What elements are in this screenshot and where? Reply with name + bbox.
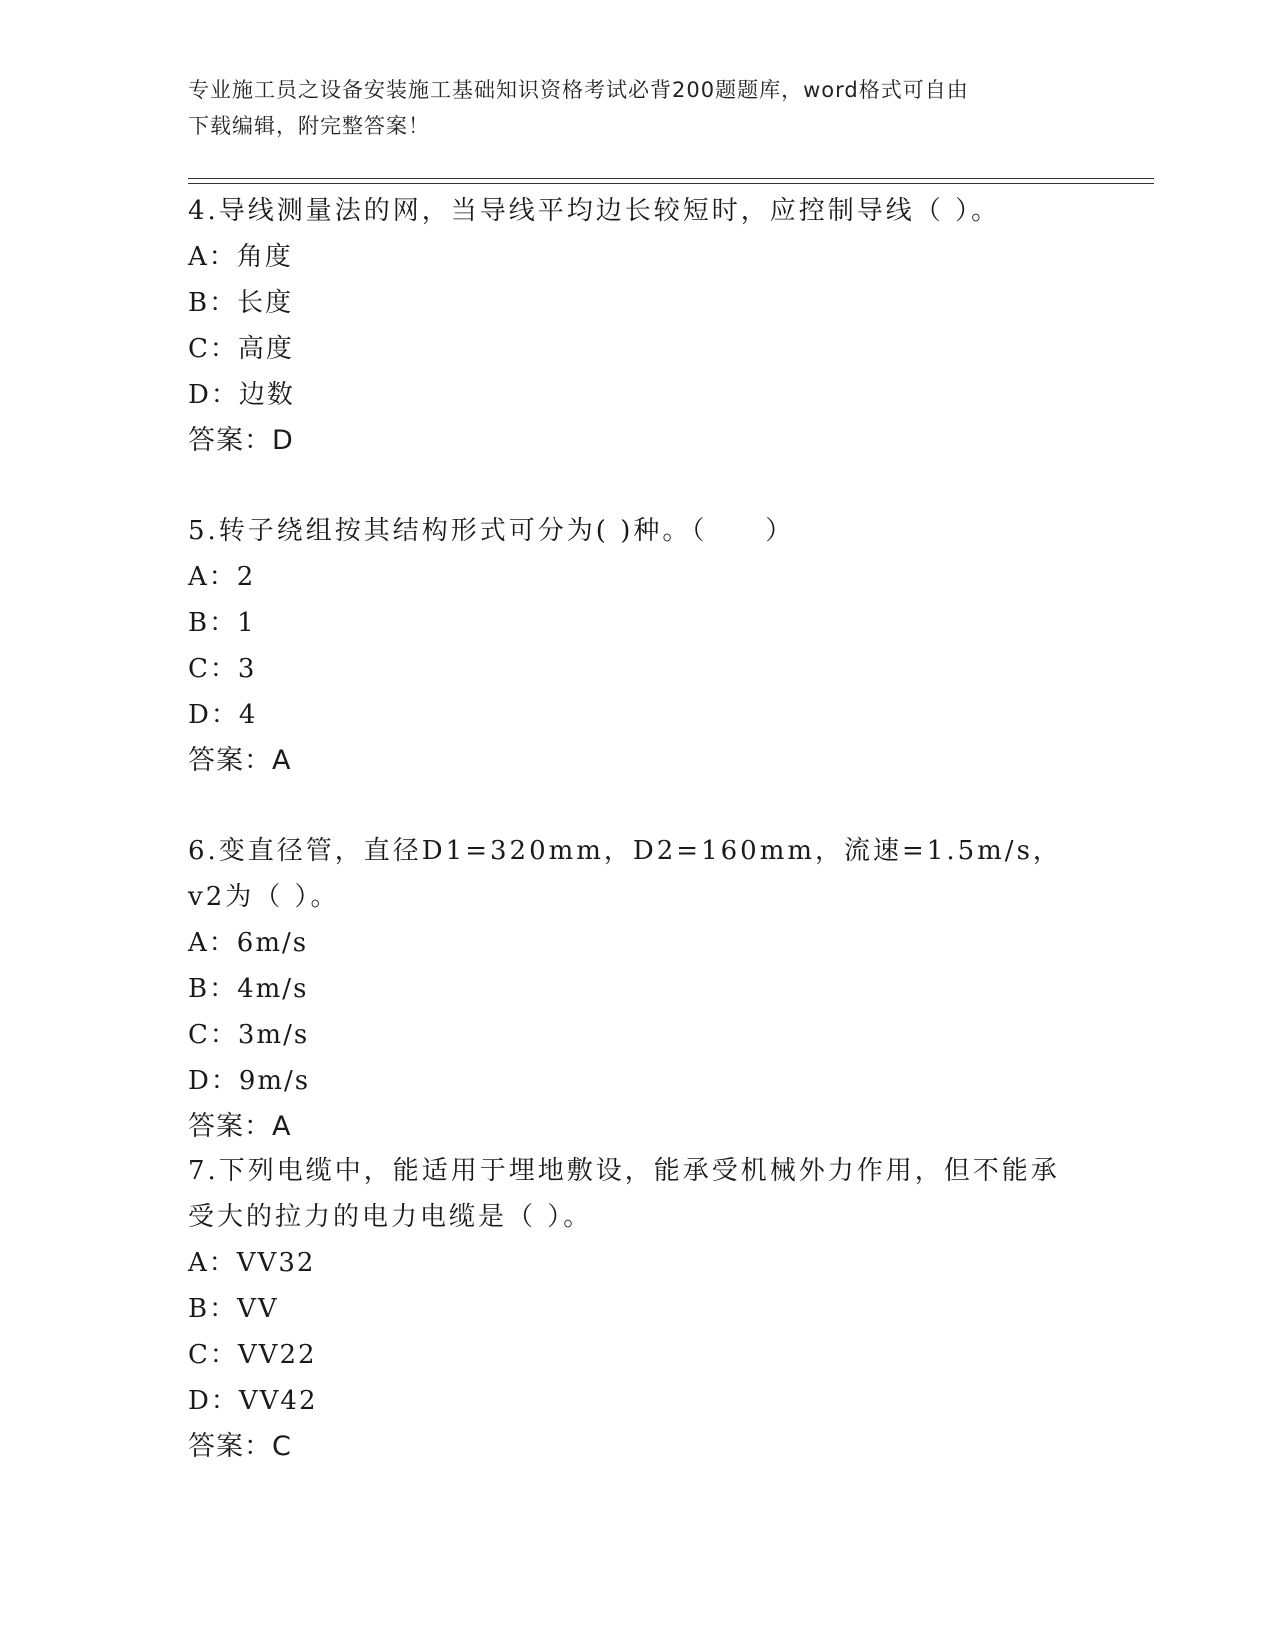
header-line-2: 下载编辑，附完整答案！	[188, 114, 430, 138]
question-stem: 4.导线测量法的网，当导线平均边长较短时，应控制导线（ ）。	[188, 196, 1001, 226]
option-b: B：1	[188, 608, 256, 638]
question-6	[188, 828, 1088, 1150]
question-7	[188, 1148, 1088, 1470]
option-d: D：4	[188, 700, 258, 730]
option-b: B：VV	[188, 1294, 279, 1324]
document-header	[188, 72, 1088, 144]
header-divider-top	[188, 178, 1154, 179]
option-d: D：边数	[188, 380, 295, 410]
option-a: A：角度	[188, 242, 293, 272]
option-a: A：6m/s	[188, 928, 309, 958]
question-4	[188, 188, 1088, 464]
option-d: D：VV42	[188, 1386, 318, 1416]
question-stem-line-2: 受大的拉力的电力电缆是（ ）。	[188, 1202, 593, 1232]
option-c: C：高度	[188, 334, 294, 364]
question-stem: 5.转子绕组按其结构形式可分为( )种。（ ）	[188, 516, 795, 546]
answer: 答案：A	[188, 1111, 292, 1142]
option-d: D：9m/s	[188, 1066, 311, 1096]
option-b: B：长度	[188, 288, 294, 318]
option-c: C：3	[188, 654, 257, 684]
answer: 答案：D	[188, 425, 294, 456]
answer: 答案：C	[188, 1431, 292, 1462]
question-stem-line-1: 7.下列电缆中，能适用于埋地敷设，能承受机械外力作用，但不能承	[188, 1156, 1060, 1186]
answer: 答案：A	[188, 745, 292, 776]
option-a: A：VV32	[188, 1248, 316, 1278]
option-a: A：2	[188, 562, 256, 592]
header-line-1: 专业施工员之设备安装施工基础知识资格考试必背200题题库，word格式可自由	[188, 78, 969, 102]
question-stem: 6.变直径管，直径D1=320mm，D2=160mm，流速=1.5m/s，v2为（ ）。	[188, 836, 1062, 912]
question-5	[188, 508, 1088, 784]
option-b: B：4m/s	[188, 974, 309, 1004]
header-divider-bottom	[188, 183, 1154, 184]
option-c: C：VV22	[188, 1340, 317, 1370]
option-c: C：3m/s	[188, 1020, 310, 1050]
